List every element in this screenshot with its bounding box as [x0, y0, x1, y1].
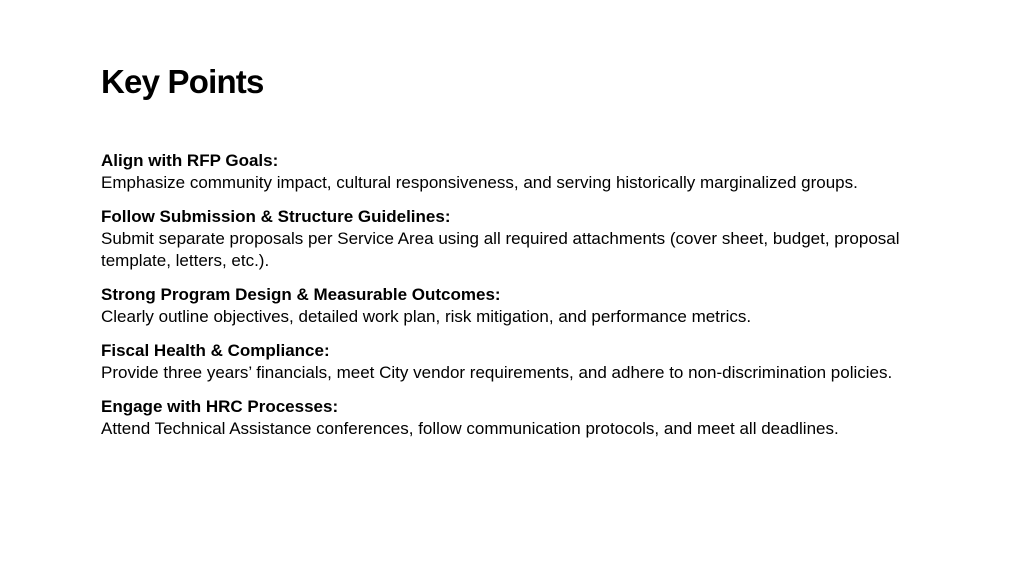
key-points-list — [101, 150, 921, 452]
key-point — [101, 396, 921, 440]
key-point-heading: Align with RFP Goals: — [101, 151, 279, 170]
key-point-heading: Follow Submission & Structure Guidelines: — [101, 207, 451, 226]
key-point — [101, 150, 921, 194]
key-point-text: Submit separate proposals per Service Area using all required attachments (cover sheet, budget, proposal template, letters, etc.). — [101, 229, 900, 270]
slide-title: Key Points — [101, 63, 264, 100]
key-point-heading: Engage with HRC Processes: — [101, 397, 339, 416]
key-point-heading: Fiscal Health & Compliance: — [101, 341, 330, 360]
key-point-text: Emphasize community impact, cultural responsiveness, and serving historically marginalized groups. — [101, 173, 858, 192]
key-point — [101, 206, 921, 272]
key-point-text: Attend Technical Assistance conferences, follow communication protocols, and meet all deadlines. — [101, 419, 839, 438]
key-point-heading: Strong Program Design & Measurable Outcomes: — [101, 285, 501, 304]
key-point — [101, 340, 921, 384]
key-point — [101, 284, 921, 328]
key-point-text: Provide three years’ financials, meet City vendor requirements, and adhere to non-discrimination policies. — [101, 363, 893, 382]
key-point-text: Clearly outline objectives, detailed work plan, risk mitigation, and performance metrics. — [101, 307, 752, 326]
